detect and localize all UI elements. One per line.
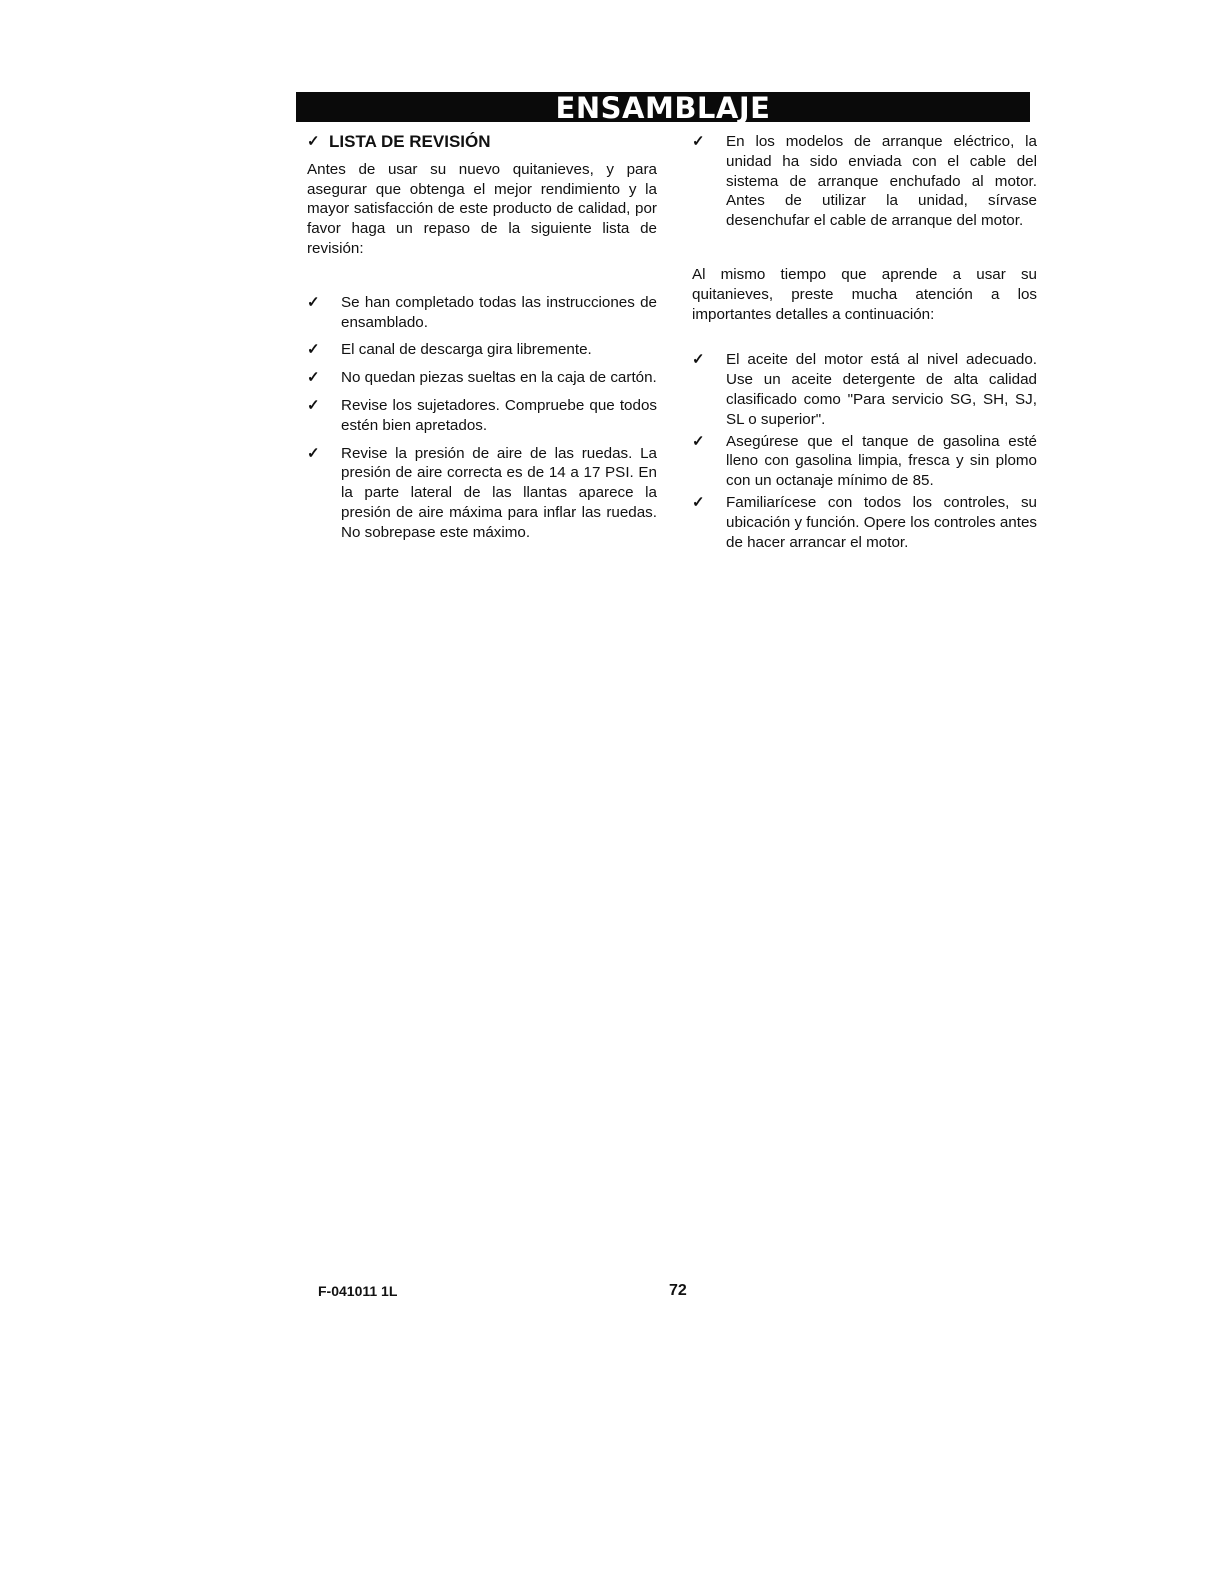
page-number: 72 — [669, 1282, 687, 1299]
check-icon: ✓ — [307, 133, 320, 150]
electric-start-note — [692, 132, 1037, 231]
list-item: ✓ Se han completado todas las instrucciones de ensamblado. — [307, 293, 657, 331]
check-icon: ✓ — [692, 493, 705, 511]
document-code: F-041011 1L — [318, 1283, 398, 1299]
pre-start-checklist — [692, 350, 1037, 552]
section-banner: ENSAMBLAJE — [296, 92, 1030, 122]
check-icon: ✓ — [307, 369, 320, 387]
list-item: ✓ Revise la presión de aire de las ruedas. La presión de aire correcta es de 14 a 17 PSI. En la parte lateral de las llantas aparece la presión de aire máxima para inflar las ruedas. No sobrepase este máximo. — [307, 444, 657, 541]
check-icon: ✓ — [692, 133, 705, 150]
list-item: ✓ El aceite del motor está al nivel adecuado. Use un aceite detergente de alta calidad clasificado como "Para servicio SG, SH, SJ, SL o superior". — [692, 351, 1037, 428]
list-item: ✓ En los modelos de arranque eléctrico, la unidad ha sido enviada con el cable del sistema de arranque enchufado al motor. Antes de utilizar la unidad, sírvase desenchufar el cable de arranque del motor. — [692, 133, 1037, 230]
list-item: ✓ Familiarícese con todos los controles, su ubicación y función. Opere los controles antes de hacer arrancar el motor. — [692, 493, 1037, 551]
checklist-heading-text: LISTA DE REVISIÓN — [329, 132, 491, 151]
attention-paragraph: Al mismo tiempo que aprende a usar su quitanieves, preste mucha atención a los importantes detalles a continuación: — [692, 265, 1037, 323]
list-item: ✓ Revise los sujetadores. Compruebe que todos estén bien apretados. — [307, 396, 657, 434]
right-column — [692, 132, 1037, 554]
check-icon: ✓ — [692, 351, 705, 369]
checklist-heading — [307, 132, 657, 152]
list-item: ✓ No quedan piezas sueltas en la caja de cartón. — [307, 369, 657, 387]
check-icon: ✓ — [307, 396, 320, 414]
check-icon: ✓ — [307, 293, 320, 311]
left-column — [307, 132, 657, 551]
check-icon: ✓ — [692, 432, 705, 450]
intro-paragraph: Antes de usar su nuevo quitanieves, y para asegurar que obtenga el mejor rendimiento y la mayor satisfacción de este producto de calidad, por favor haga un repaso de la siguiente lista de revisión: — [307, 160, 657, 257]
list-item: ✓ El canal de descarga gira libremente. — [307, 341, 592, 359]
check-icon: ✓ — [307, 341, 320, 359]
list-item: ✓ Asegúrese que el tanque de gasolina esté lleno con gasolina limpia, fresca y sin plomo con un octanaje mínimo de 85. — [692, 432, 1037, 490]
check-icon: ✓ — [307, 444, 320, 462]
checklist — [307, 293, 657, 543]
